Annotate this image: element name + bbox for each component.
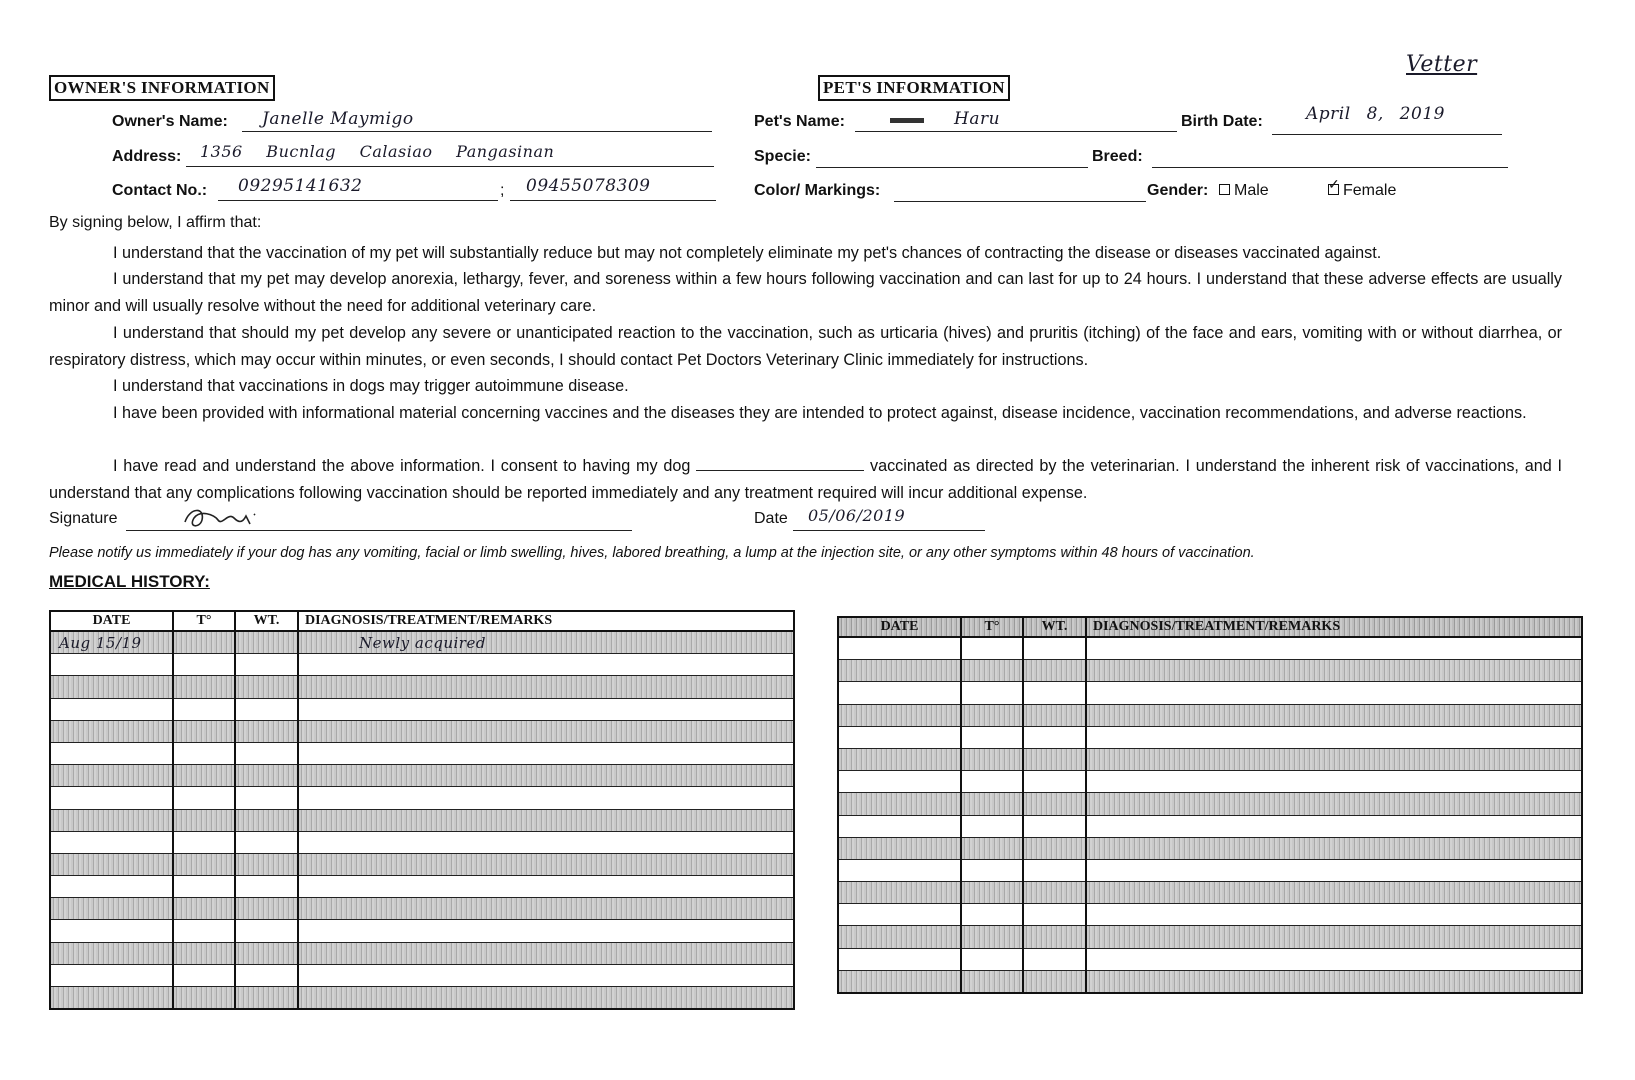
consent-intro: By signing below, I affirm that: [49, 214, 262, 231]
consent-paragraph-3: I understand that should my pet develop any severe or unanticipated reaction to the vaccination, such as urticaria (hives) and pruritis (itching) of the face and ears, vomiting with or without diarrhea, or respiratory distress, which may occur within minutes, or even seconds, I should contact Pet Doctors Veterinary Clinic immediately for instructions. [49, 324, 1562, 369]
contact-value-1[interactable]: 09295141632 [238, 176, 363, 196]
contact-separator: ; [500, 182, 505, 199]
table-row[interactable] [838, 926, 1582, 948]
color-markings-line[interactable] [894, 201, 1146, 202]
table-row[interactable] [50, 876, 794, 898]
table-row[interactable] [50, 698, 794, 720]
table-row[interactable] [50, 631, 794, 654]
pet-name-value[interactable]: Haru [954, 109, 1001, 129]
table-header-row [50, 611, 794, 631]
contact-label: Contact No.: [112, 182, 208, 199]
contact-line-1 [218, 200, 498, 201]
owner-name-label: Owner's Name: [112, 113, 228, 130]
medical-history-title: MEDICAL HISTORY: [49, 572, 210, 591]
table-row[interactable] [838, 837, 1582, 859]
specie-label: Specie: [754, 148, 811, 165]
gender-male-option[interactable] [1219, 182, 1269, 200]
consent-paragraph-6 [49, 453, 1562, 506]
signature-scribble [180, 502, 270, 534]
consent-paragraph-2: I understand that my pet may develop anorexia, lethargy, fever, and soreness within a few hours following vaccination and can last for up to 24 hours. I understand that these adverse effects are usually minor and will usually resolve without the need for additional veterinary care. [49, 270, 1562, 315]
gender-male-label: Male [1234, 182, 1269, 199]
owner-name-line [242, 131, 712, 132]
row-remarks-cell[interactable]: Newly acquired [298, 631, 794, 654]
col-header-remarks: DIAGNOSIS/TREATMENT/REMARKS [1086, 617, 1582, 637]
col-header-temp: T° [961, 617, 1023, 637]
date-line [793, 530, 985, 531]
table-row[interactable] [838, 771, 1582, 793]
table-row[interactable] [50, 920, 794, 942]
table-row[interactable] [50, 942, 794, 964]
gender-female-option[interactable] [1328, 176, 1397, 200]
table-row[interactable] [50, 964, 794, 986]
pet-name-line [855, 131, 1177, 132]
row-temp-cell[interactable] [173, 631, 235, 654]
row-weight-cell[interactable] [235, 631, 298, 654]
date-value[interactable]: 05/06/2019 [808, 506, 906, 525]
table-row[interactable] [838, 682, 1582, 704]
table-row[interactable] [50, 765, 794, 787]
row-date-cell[interactable]: Aug 15/19 [50, 631, 173, 654]
breed-line[interactable] [1152, 167, 1508, 168]
signature-label: Signature [49, 510, 118, 527]
table-row[interactable] [50, 787, 794, 809]
table-row[interactable] [50, 809, 794, 831]
table-row[interactable] [50, 898, 794, 920]
table-row[interactable] [838, 904, 1582, 926]
table-header-row [838, 617, 1582, 637]
table-row[interactable] [838, 637, 1582, 660]
consent-paragraph-1: I understand that the vaccination of my pet will substantially reduce but may not completely eliminate my pet's chances of contracting the disease or diseases vaccinated against. [113, 244, 1382, 262]
table-row[interactable] [838, 748, 1582, 770]
address-value[interactable]: 1356 Bucnlag Calasiao Pangasinan [200, 142, 555, 161]
table-row[interactable] [838, 704, 1582, 726]
table-row[interactable] [50, 654, 794, 676]
pet-name-label: Pet's Name: [754, 113, 845, 130]
table-row[interactable] [838, 882, 1582, 904]
col-header-weight: WT. [235, 611, 298, 631]
gender-female-label: Female [1343, 182, 1397, 199]
color-markings-label: Color/ Markings: [754, 182, 881, 199]
gender-label: Gender: [1147, 182, 1209, 199]
consent-p6-start: I have read and understand the above information. I consent to having my dog [113, 457, 691, 475]
table-row[interactable] [838, 859, 1582, 881]
col-header-temp: T° [173, 611, 235, 631]
table-row[interactable] [50, 676, 794, 698]
col-header-date: DATE [50, 611, 173, 631]
table-row[interactable] [838, 948, 1582, 970]
pet-section-title: PET'S INFORMATION [818, 75, 1010, 101]
corner-note: Vetter [1406, 52, 1478, 77]
medical-history-table-left [49, 610, 795, 1010]
birth-date-label: Birth Date: [1181, 113, 1263, 130]
dog-name-blank[interactable] [696, 456, 864, 471]
birth-date-line [1272, 134, 1502, 135]
col-header-date: DATE [838, 617, 961, 637]
consent-p6-end: vaccinated as directed by the veterinarian. I understand the inherent risk of vaccinations, and I understand that any complications following vaccination should be reported immediately and any treatment required will incur additional expense. [49, 457, 1562, 502]
specie-line[interactable] [816, 167, 1088, 168]
col-header-remarks: DIAGNOSIS/TREATMENT/REMARKS [298, 611, 794, 631]
medical-history-table-right [837, 616, 1583, 994]
breed-label: Breed: [1092, 148, 1143, 165]
table-row[interactable] [838, 793, 1582, 815]
table-row[interactable] [50, 853, 794, 875]
male-checkbox[interactable] [1219, 184, 1230, 195]
contact-value-2[interactable]: 09455078309 [526, 176, 651, 196]
address-label: Address: [112, 148, 182, 165]
col-header-weight: WT. [1023, 617, 1086, 637]
notice-text: Please notify us immediately if your dog has any vomiting, facial or limb swelling, hives, labored breathing, a lump at the injection site, or any other symptoms within 48 hours of vaccination. [49, 545, 1255, 561]
struck-text-mark [890, 118, 924, 123]
table-row[interactable] [50, 831, 794, 853]
consent-paragraph-5: I have been provided with informational material concerning vaccines and the diseases they are intended to protect against, disease incidence, vaccination recommendations, and adverse reactions. [113, 404, 1527, 422]
table-row[interactable] [50, 720, 794, 742]
table-row[interactable] [838, 660, 1582, 682]
table-row[interactable] [50, 987, 794, 1010]
date-label: Date [754, 510, 788, 527]
female-checkbox-checked[interactable] [1328, 176, 1340, 195]
table-row[interactable] [50, 742, 794, 764]
consent-paragraph-4: I understand that vaccinations in dogs may trigger autoimmune disease. [113, 377, 629, 395]
owner-name-value[interactable]: Janelle Maymigo [262, 109, 414, 129]
birth-date-value[interactable]: April 8, 2019 [1306, 104, 1445, 124]
owner-section-title: OWNER'S INFORMATION [49, 75, 275, 101]
table-row[interactable] [838, 970, 1582, 993]
contact-line-2 [510, 200, 716, 201]
table-row[interactable] [838, 726, 1582, 748]
table-row[interactable] [838, 815, 1582, 837]
address-line [186, 166, 714, 167]
check-mark-icon: ✓ [1328, 176, 1340, 192]
